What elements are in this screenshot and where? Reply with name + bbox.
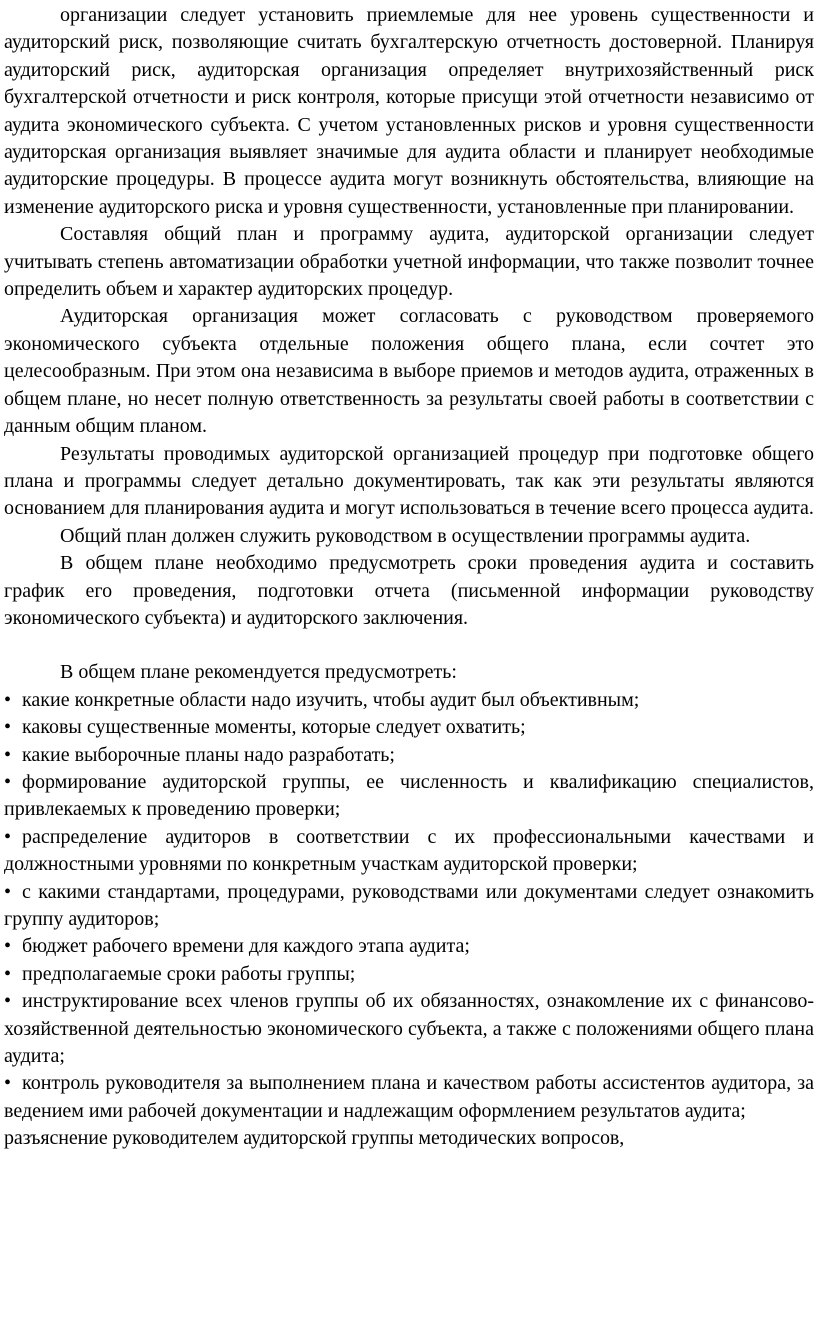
bullet-icon: •: [4, 770, 12, 793]
last-line: разъяснение руководителем аудиторской группы методических вопросов,: [4, 1127, 625, 1150]
blank-line: [4, 632, 814, 659]
list-item: [4, 933, 814, 960]
bullet-icon: •: [4, 880, 12, 903]
list-item-text: какие выборочные планы надо разработать;: [22, 743, 395, 766]
paragraph-1: организации следует установить приемлемые для нее уровень существенности и аудиторский риск, позволяющие считать бухгалтерскую отчетность достоверной. Планируя аудиторский риск, аудиторская организация определяет внутрихозяйственный риск бухгалтерской отчетности и риск контроля, которые присущи этой отчетности независимо от аудита экономического субъекта. С учетом установленных рисков и уровня существенности аудиторская организация выявляет значимые для аудита области и планирует необходимые аудиторские процедуры. В процессе аудита могут возникнуть обстоятельства, влияющие на изменение аудиторского риска и уровня существенности, установленные при планировании.: [4, 4, 814, 218]
list-item: [4, 988, 814, 1070]
paragraph-5: Общий план должен служить руководством в осуществлении программы аудита.: [60, 524, 751, 547]
list-item-text: формирование аудиторской группы, ее численность и квалификацию специалистов, привлекаемых к проведению проверки;: [4, 770, 814, 821]
paragraph-2: Составляя общий план и программу аудита, аудиторской организации следует учитывать степень автоматизации обработки учетной информации, что также позволит точнее определить объем и характер аудиторских процедур.: [4, 223, 814, 301]
list-item-text: распределение аудиторов в соответствии с их профессиональными качествами и должностными уровнями по конкретным участкам аудиторской проверки;: [4, 825, 814, 876]
bullet-icon: •: [4, 990, 12, 1013]
list-item-text: каковы существенные моменты, которые следует охватить;: [22, 716, 526, 739]
list-item-text: предполагаемые сроки работы группы;: [22, 962, 356, 985]
list-intro: В общем плане рекомендуется предусмотреть:: [60, 661, 457, 684]
list-item: [4, 769, 814, 824]
bullet-icon: •: [4, 688, 12, 711]
bullet-icon: •: [4, 716, 12, 739]
list-item: [4, 1070, 814, 1125]
list-item: [4, 961, 814, 988]
list-item: [4, 714, 814, 741]
list-item: [4, 742, 814, 769]
list-item-text: контроль руководителя за выполнением плана и качеством работы ассистентов аудитора, за ведением ими рабочей документации и надлежащим оформлением результатов аудита;: [4, 1072, 814, 1122]
paragraph-4: Результаты проводимых аудиторской организацией процедур при подготовке общего плана и программы следует детально документировать, так как эти результаты являются основанием для планирования аудита и могут использоваться в течение всего процесса аудита.: [4, 442, 814, 520]
paragraph-6: В общем плане необходимо предусмотреть сроки проведения аудита и составить график его проведения, подготовки отчета (письменной информации руководству экономического субъекта) и аудиторского заключения.: [4, 552, 814, 629]
list-item-text: какие конкретные области надо изучить, чтобы аудит был объективным;: [22, 688, 640, 711]
bullet-icon: •: [4, 935, 12, 958]
bullet-icon: •: [4, 962, 12, 985]
list-item: [4, 879, 814, 934]
list-item-text: с какими стандартами, процедурами, руководствами или документами следует ознакомить группу аудиторов;: [4, 880, 814, 930]
list-item-text: инструктирование всех членов группы об их обязанностях, ознакомление их с финансово-хозяйственной деятельностью экономического субъекта, а также с положениями общего плана аудита;: [4, 990, 814, 1068]
bullet-list: [4, 687, 814, 1126]
bullet-icon: •: [4, 1072, 12, 1095]
list-item: [4, 824, 814, 879]
list-item: [4, 687, 814, 714]
list-item-text: бюджет рабочего времени для каждого этапа аудита;: [22, 935, 470, 958]
bullet-icon: •: [4, 743, 12, 766]
bullet-icon: •: [4, 825, 12, 848]
paragraph-3: Аудиторская организация может согласовать с руководством проверяемого экономического субъекта отдельные положения общего плана, если сочтет это целесообразным. При этом она независима в выборе приемов и методов аудита, отраженных в общем плане, но несет полную ответственность за результаты своей работы в соответствии с данным общим планом.: [4, 305, 814, 438]
